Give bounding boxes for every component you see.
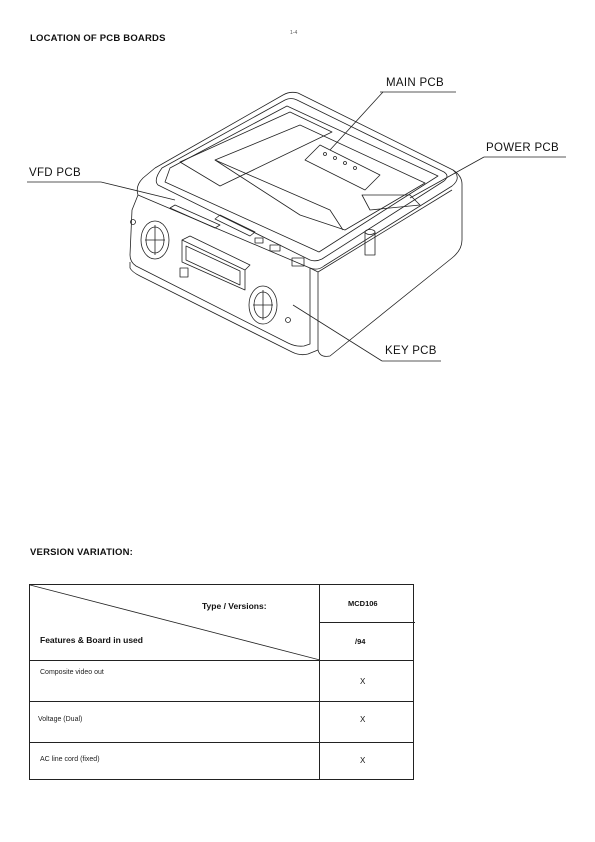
row-label: Voltage (Dual) <box>38 716 83 723</box>
version-table <box>29 584 414 780</box>
row-divider <box>30 742 413 743</box>
row-divider <box>30 701 413 702</box>
main-pcb-label: MAIN PCB <box>386 77 444 89</box>
column-divider <box>319 585 320 779</box>
row-divider <box>30 660 413 661</box>
page-title: LOCATION OF PCB BOARDS <box>30 33 166 44</box>
row-value: X <box>360 715 366 724</box>
row-label: Composite video out <box>40 669 104 676</box>
header-model: MCD106 <box>348 599 378 608</box>
header-features: Features & Board in used <box>40 635 143 645</box>
key-pcb-label: KEY PCB <box>385 345 437 357</box>
row-label: AC line cord (fixed) <box>40 756 100 763</box>
page-number: 1-4 <box>290 30 298 36</box>
header-divider <box>319 622 415 623</box>
version-variation-title: VERSION VARIATION: <box>30 547 134 558</box>
header-diagonal <box>30 585 320 661</box>
vfd-pcb-label: VFD PCB <box>29 167 81 179</box>
row-value: X <box>360 756 366 765</box>
power-pcb-label: POWER PCB <box>486 142 559 154</box>
row-value: X <box>360 677 366 686</box>
device-drawing <box>0 0 595 400</box>
header-version: /94 <box>355 637 366 646</box>
header-type-versions: Type / Versions: <box>202 601 267 611</box>
